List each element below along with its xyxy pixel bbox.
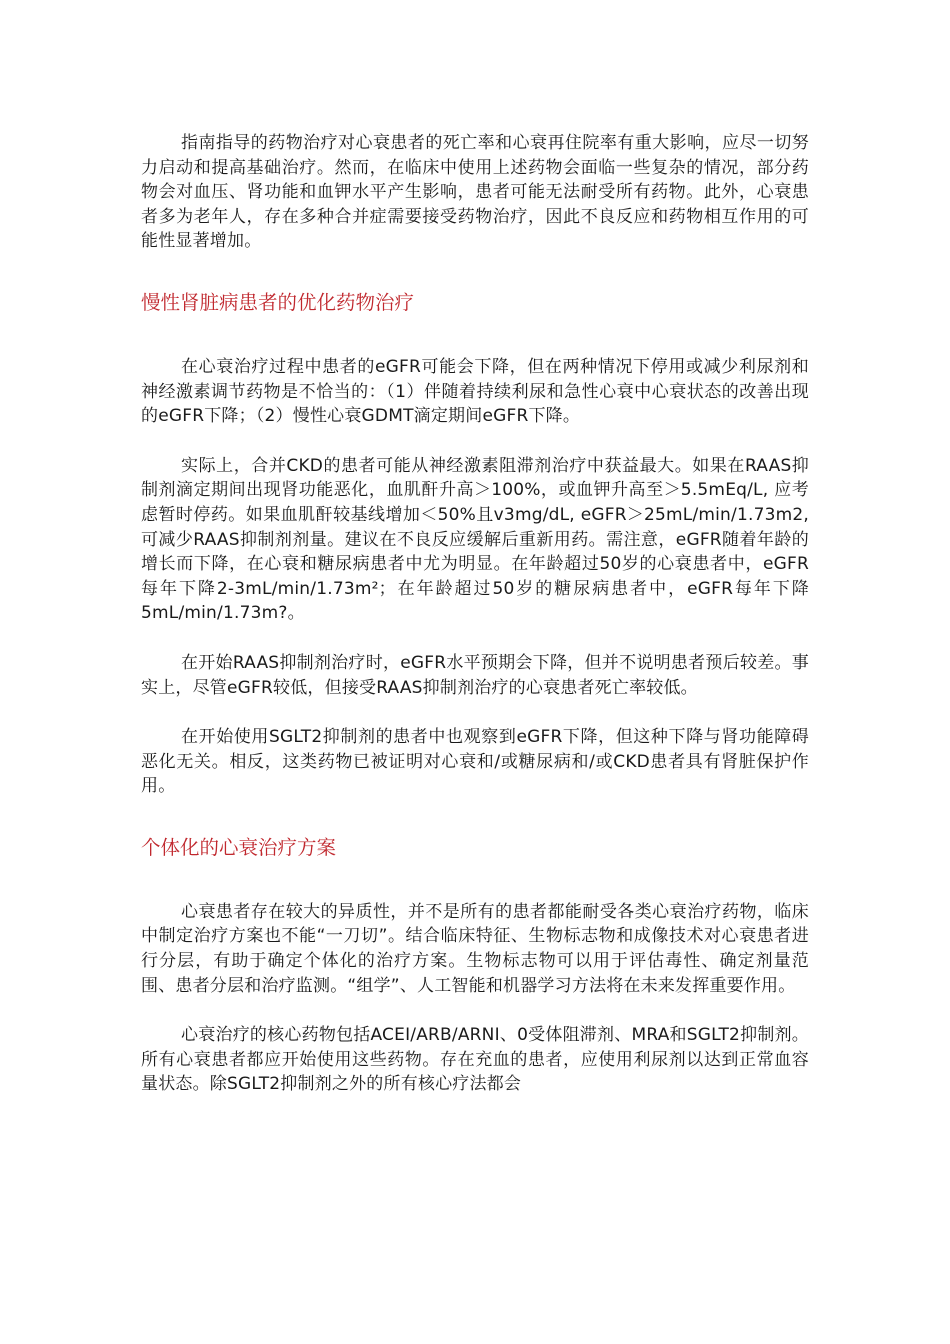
individualized-paragraph-2: 心衰治疗的核心药物包括ACEI/ARB/ARNI、0受体阻滞剂、MRA和SGLT2抑制剂。所有心衰患者都应开始使用这些药物。存在充血的患者，应使用利尿剂以达到正常血容量状态。除SGLT2抑制剂之外的所有核心疗法都会 — [141, 1025, 809, 1095]
ckd-paragraph-2: 实际上，合并CKD的患者可能从神经激素阻滞剂治疗中获益最大。如果在RAAS抑制剂滴定期间出现肾功能恶化，血肌酐升高＞100%，或血钾升高至＞5.5mEq/L, 应考虑暂时停药。如果血肌酐较基线增加＜50%且v3mg/dL, eGFR＞25mL/min/1.73m2, 可减少RAAS抑制剂剂量。建议在不良反应缓解后重新用药。需注意，eGFR随着年龄的增长而下降，在心衰和糖尿病患者中尤为明显。在年龄超过50岁的心衰患者中，eGFR每年下降2-3mL/min/1.73m²；在年龄超过50岁的糖尿病患者中，eGFR每年下降5mL/min/1.73m?。 — [141, 455, 809, 624]
individualized-paragraph-1: 心衰患者存在较大的异质性，并不是所有的患者都能耐受各类心衰治疗药物，临床中制定治疗方案也不能“一刀切”。结合临床特征、生物标志物和成像技术对心衰患者进行分层，有助于确定个体化的治疗方案。生物标志物可以用于评估毒性、确定剂量范围、患者分层和治疗监测。“组学”、人工智能和机器学习方法将在未来发挥重要作用。 — [141, 901, 809, 996]
section-heading-ckd: 慢性肾脏病患者的优化药物治疗 — [141, 290, 415, 314]
ckd-paragraph-1: 在心衰治疗过程中患者的eGFR可能会下降，但在两种情况下停用或减少利尿剂和神经激素调节药物是不恰当的：（1）伴随着持续利尿和急性心衰中心衰状态的改善出现的eGFR下降；（2）慢性心衰GDMT滴定期间eGFR下降。 — [141, 356, 809, 427]
section-heading-individualized: 个体化的心衰治疗方案 — [141, 835, 337, 859]
document-body — [141, 131, 809, 1097]
intro-paragraph: 指南指导的药物治疗对心衰患者的死亡率和心衰再住院率有重大影响，应尽一切努力启动和提高基础治疗。然而，在临床中使用上述药物会面临一些复杂的情况，部分药物会对血压、肾功能和血钾水平产生影响，患者可能无法耐受所有药物。此外，心衰患者多为老年人，存在多种合并症需要接受药物治疗，因此不良反应和药物相互作用的可能性显著增加。 — [141, 133, 809, 252]
ckd-paragraph-3: 在开始RAAS抑制剂治疗时，eGFR水平预期会下降，但并不说明患者预后较差。事实上，尽管eGFR较低，但接受RAAS抑制剂治疗的心衰患者死亡率较低。 — [141, 652, 809, 698]
ckd-paragraph-4: 在开始使用SGLT2抑制剂的患者中也观察到eGFR下降，但这种下降与肾功能障碍恶化无关。相反，这类药物已被证明对心衰和/或糖尿病和/或CKD患者具有肾脏保护作用。 — [141, 727, 809, 797]
